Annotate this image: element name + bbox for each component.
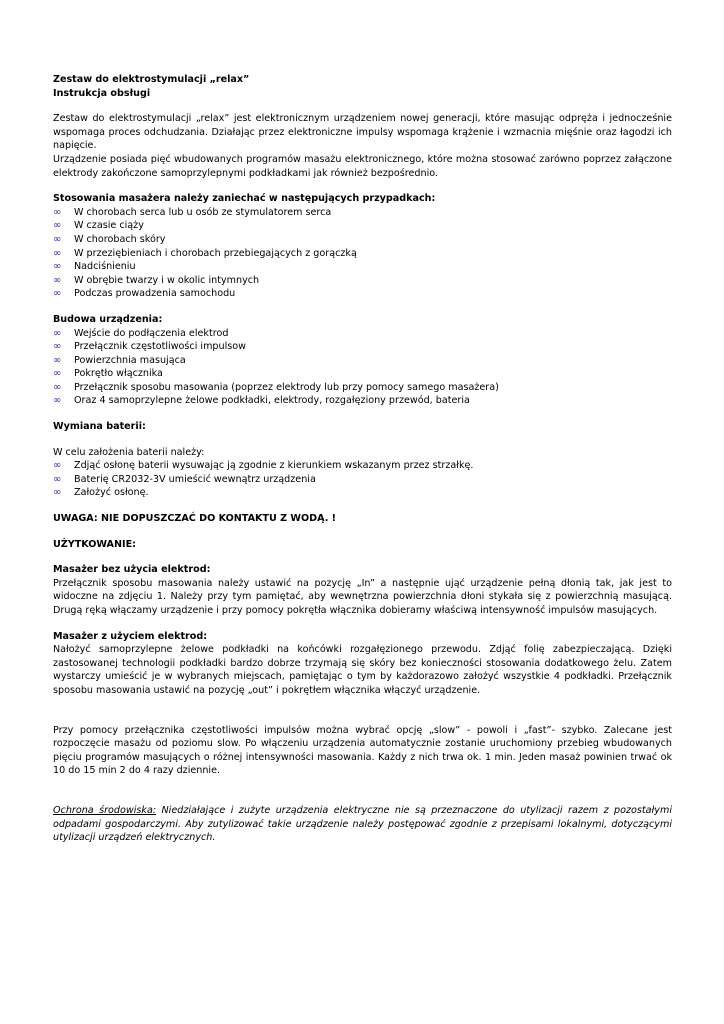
water-warning: UWAGA: NIE DOPUSZCZAĆ DO KONTAKTU Z WODĄ. ! <box>53 513 337 525</box>
list-item <box>53 354 672 368</box>
list-item <box>53 473 672 487</box>
list-item-text: Baterię CR2032-3V umieścić wewnątrz urządzenia <box>74 473 316 485</box>
infinity-bullet-icon: ∞ <box>53 261 62 273</box>
infinity-bullet-icon: ∞ <box>53 381 62 393</box>
list-item <box>53 340 672 354</box>
contraindications-heading: Stosowania masażera należy zaniechać w następujących przypadkach: <box>53 193 436 205</box>
without-electrodes-text: Przełącznik sposobu masowania należy ustawić na pozycję „In” a następnie ująć urządzenie pełną dłonią tak, jak jest to widoczne na zdjęciu 1. Należy przy tym pamiętać, aby wewnętrzna powierzchnia dłoni stykała się z powierzchnią masującą. Drugą ręką włączamy urządzenie i przy pomocy pokrętła włącznika dobieramy właściwą intensywność impulsów masujących. <box>53 577 672 616</box>
construction-section <box>53 313 672 408</box>
intro-paragraph-2: Urządzenie posiada pięć wbudowanych programów masażu elektronicznego, które można stosować zarówno poprzez załączone elektrody zakończone samoprzylepnymi podkładkami jak również bezpośrednio. <box>53 153 672 179</box>
list-item <box>53 274 672 288</box>
usage-heading: UŻYTKOWANIE: <box>53 538 136 550</box>
without-electrodes-section <box>53 563 672 617</box>
infinity-bullet-icon: ∞ <box>53 368 62 380</box>
list-item-text: Założyć osłonę. <box>74 487 149 499</box>
infinity-bullet-icon: ∞ <box>53 233 62 245</box>
infinity-bullet-icon: ∞ <box>53 288 62 300</box>
list-item-text: Zdjąć osłonę baterii wysuwając ją zgodnie z kierunkiem wskazanym przez strzałkę. <box>74 460 474 472</box>
list-item <box>53 367 672 381</box>
infinity-bullet-icon: ∞ <box>53 395 62 407</box>
list-item-text: W czasie ciąży <box>74 220 144 232</box>
list-item <box>53 381 672 395</box>
list-item <box>53 247 672 261</box>
title-line-2: Instrukcja obsługi <box>53 87 151 99</box>
title-line-1: Zestaw do elektrostymulacji „relax” <box>53 74 250 85</box>
list-item-text: Przełącznik częstotliwości impulsow <box>74 341 246 353</box>
list-item-text: W chorobach skóry <box>74 233 166 245</box>
list-item-text: W chorobach serca lub u osób ze stymulatorem serca <box>74 206 332 218</box>
with-electrodes-heading: Masażer z użyciem elektrod: <box>53 630 208 642</box>
intro-paragraph: Zestaw do elektrostymulacji „relax” jest elektronicznym urządzeniem nowej generacji, które masując odpręża i jednocześnie wspomaga proces odchudzania. Działając przez elektroniczne impulsy wspomaga krążenie i wzmacnia mięśnie oraz łagodzi ich napięcie. <box>53 113 672 152</box>
list-item <box>53 287 672 301</box>
infinity-bullet-icon: ∞ <box>53 274 62 286</box>
infinity-bullet-icon: ∞ <box>53 327 62 339</box>
contraindications-section <box>53 192 672 301</box>
list-item <box>53 233 672 247</box>
environment-label: Ochrona środowiska: <box>53 804 157 816</box>
frequency-paragraph: Przy pomocy przełącznika częstotliwości impulsów można wybrać opcję „slow” - powoli i „fast”- szybko. Zalecane jest rozpoczęcie masażu od poziomu slow. Po włączeniu urządzenia automatycznie zostanie uruchomiony przebieg wbudowanych pięciu programów masujących o różnej intensywności masowania. Każdy z nich trwa ok. 1 min. Jeden masaż powinien trwać ok 10 do 15 min 2 do 4 razy dziennie. <box>53 724 672 777</box>
list-item <box>53 394 672 408</box>
battery-heading: Wymiana baterii: <box>53 421 146 433</box>
document-page <box>53 73 672 845</box>
list-item <box>53 486 672 500</box>
construction-heading: Budowa urządzenia: <box>53 313 163 325</box>
infinity-bullet-icon: ∞ <box>53 460 62 472</box>
list-item-text: Przełącznik sposobu masowania (poprzez elektrody lub przy pomocy samego masażera) <box>74 381 499 393</box>
environment-text: Niedziałające i zużyte urządzenia elektryczne nie są przeznaczone do utylizacji razem z pozostałymi odpadami gospodarczymi. Aby zutylizować takie urządzenie należy postępować zgodnie z przepisami lokalnymi, dotyczącymi utylizacji urządzeń elektrycznych. <box>53 804 672 844</box>
list-item <box>53 206 672 220</box>
with-electrodes-section <box>53 630 672 698</box>
with-electrodes-text: Nałożyć samoprzylepne żelowe podkładki na końcówki rozgałęzionego przewodu. Zdjąć folię zabezpieczającą. Dzięki zastosowanej technologii podkładki bardzo dobrze trzymają się skóry bez konieczności stosowania dodatkowego żelu. Zatem wystarczy umieścić je w wybranych miejscach, pamiętając o tym by każdorazowo założyć wszystkie 4 podkładki. Przełącznik sposobu masowania ustawić na pozycję „out” i pokrętłem włącznika włączyć urządzenie. <box>53 644 672 696</box>
infinity-bullet-icon: ∞ <box>53 247 62 259</box>
battery-intro: W celu założenia baterii należy: <box>53 446 205 458</box>
infinity-bullet-icon: ∞ <box>53 341 62 353</box>
battery-list <box>53 459 672 500</box>
infinity-bullet-icon: ∞ <box>53 206 62 218</box>
list-item <box>53 260 672 274</box>
infinity-bullet-icon: ∞ <box>53 220 62 232</box>
contraindications-list <box>53 206 672 301</box>
infinity-bullet-icon: ∞ <box>53 473 62 485</box>
list-item-text: Powierzchnia masująca <box>74 354 186 366</box>
list-item-text: Pokrętło włącznika <box>74 368 163 380</box>
infinity-bullet-icon: ∞ <box>53 487 62 499</box>
list-item-text: Podczas prowadzenia samochodu <box>74 288 236 300</box>
list-item-text: Oraz 4 samoprzylepne żelowe podkładki, elektrody, rozgałęziony przewód, bateria <box>74 395 470 407</box>
list-item <box>53 327 672 341</box>
document-title <box>53 73 672 100</box>
list-item <box>53 459 672 473</box>
list-item <box>53 219 672 233</box>
construction-list <box>53 327 672 409</box>
list-item-text: W obrębie twarzy i w okolic intymnych <box>74 274 260 286</box>
without-electrodes-heading: Masażer bez użycia elektrod: <box>53 564 211 576</box>
list-item-text: W przeziębieniach i chorobach przebiegających z gorączką <box>74 247 357 259</box>
environment-paragraph <box>53 804 672 845</box>
intro-section <box>53 112 672 180</box>
battery-section <box>53 420 672 500</box>
list-item-text: Nadciśnieniu <box>74 261 136 273</box>
list-item-text: Wejście do podłączenia elektrod <box>74 327 229 339</box>
infinity-bullet-icon: ∞ <box>53 354 62 366</box>
